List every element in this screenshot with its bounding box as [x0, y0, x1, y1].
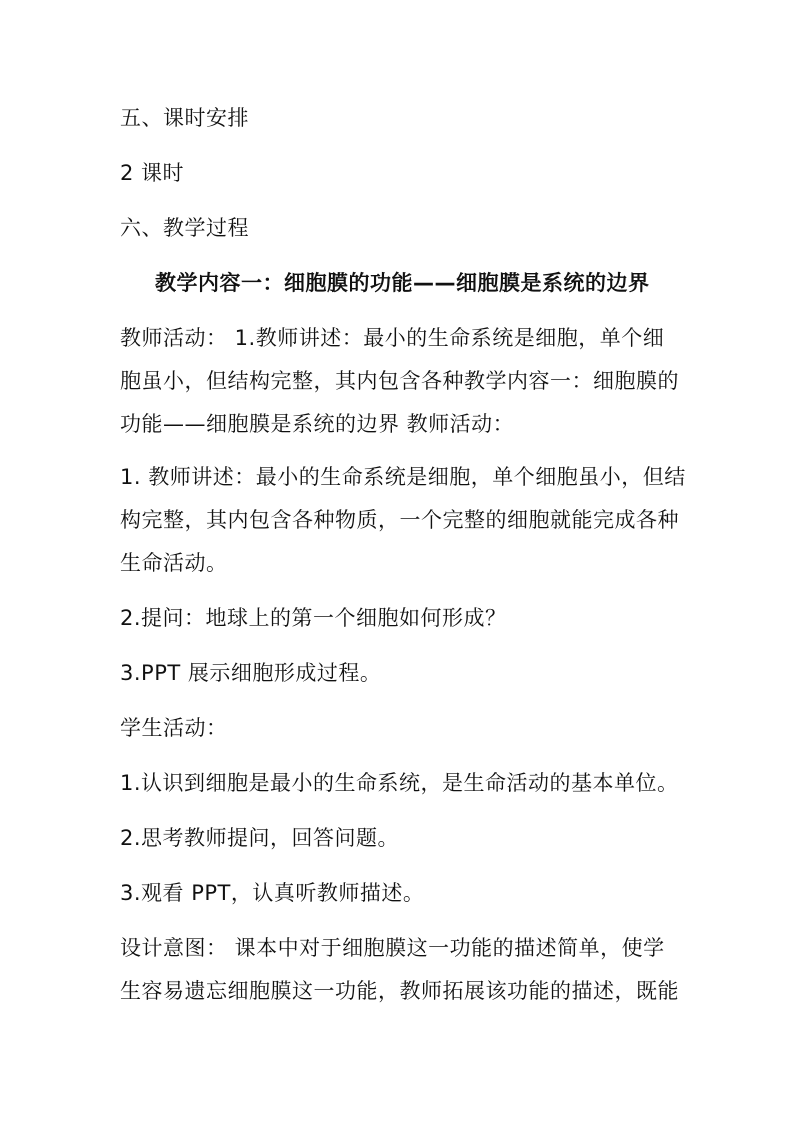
- design-intent-line: 生容易遗忘细胞膜这一功能，教师拓展该功能的描述，既能: [120, 979, 679, 1003]
- paragraph-line: 生命活动。: [120, 551, 228, 575]
- section-heading-process: 六、教学过程: [120, 216, 249, 240]
- paragraph-line: 构完整，其内包含各种物质，一个完整的细胞就能完成各种: [120, 508, 679, 532]
- teacher-item-ppt: 3.PPT 展示细胞形成过程。: [120, 661, 382, 685]
- paragraph-line: 1. 教师讲述：最小的生命系统是细胞，单个细胞虽小，但结: [120, 465, 686, 489]
- design-intent-line: 设计意图： 课本中对于细胞膜这一功能的描述简单，使学: [120, 936, 665, 960]
- teacher-item-question: 2.提问：地球上的第一个细胞如何形成？: [120, 606, 507, 630]
- paragraph-line: 胞虽小，但结构完整，其内包含各种教学内容一：细胞膜的: [120, 369, 679, 393]
- student-item: 3.观看 PPT，认真听教师描述。: [120, 881, 425, 905]
- schedule-value: 2 课时: [120, 161, 185, 185]
- section-heading-schedule: 五、课时安排: [120, 106, 249, 130]
- student-item: 2.思考教师提问，回答问题。: [120, 826, 400, 850]
- content-title: 教学内容一：细胞膜的功能——细胞膜是系统的边界: [155, 271, 650, 295]
- paragraph-line: 功能——细胞膜是系统的边界 教师活动：: [120, 412, 515, 436]
- student-activity-heading: 学生活动：: [120, 716, 228, 740]
- paragraph-line: 教师活动： 1.教师讲述：最小的生命系统是细胞，单个细: [120, 326, 665, 350]
- student-item: 1.认识到细胞是最小的生命系统，是生命活动的基本单位。: [120, 771, 679, 795]
